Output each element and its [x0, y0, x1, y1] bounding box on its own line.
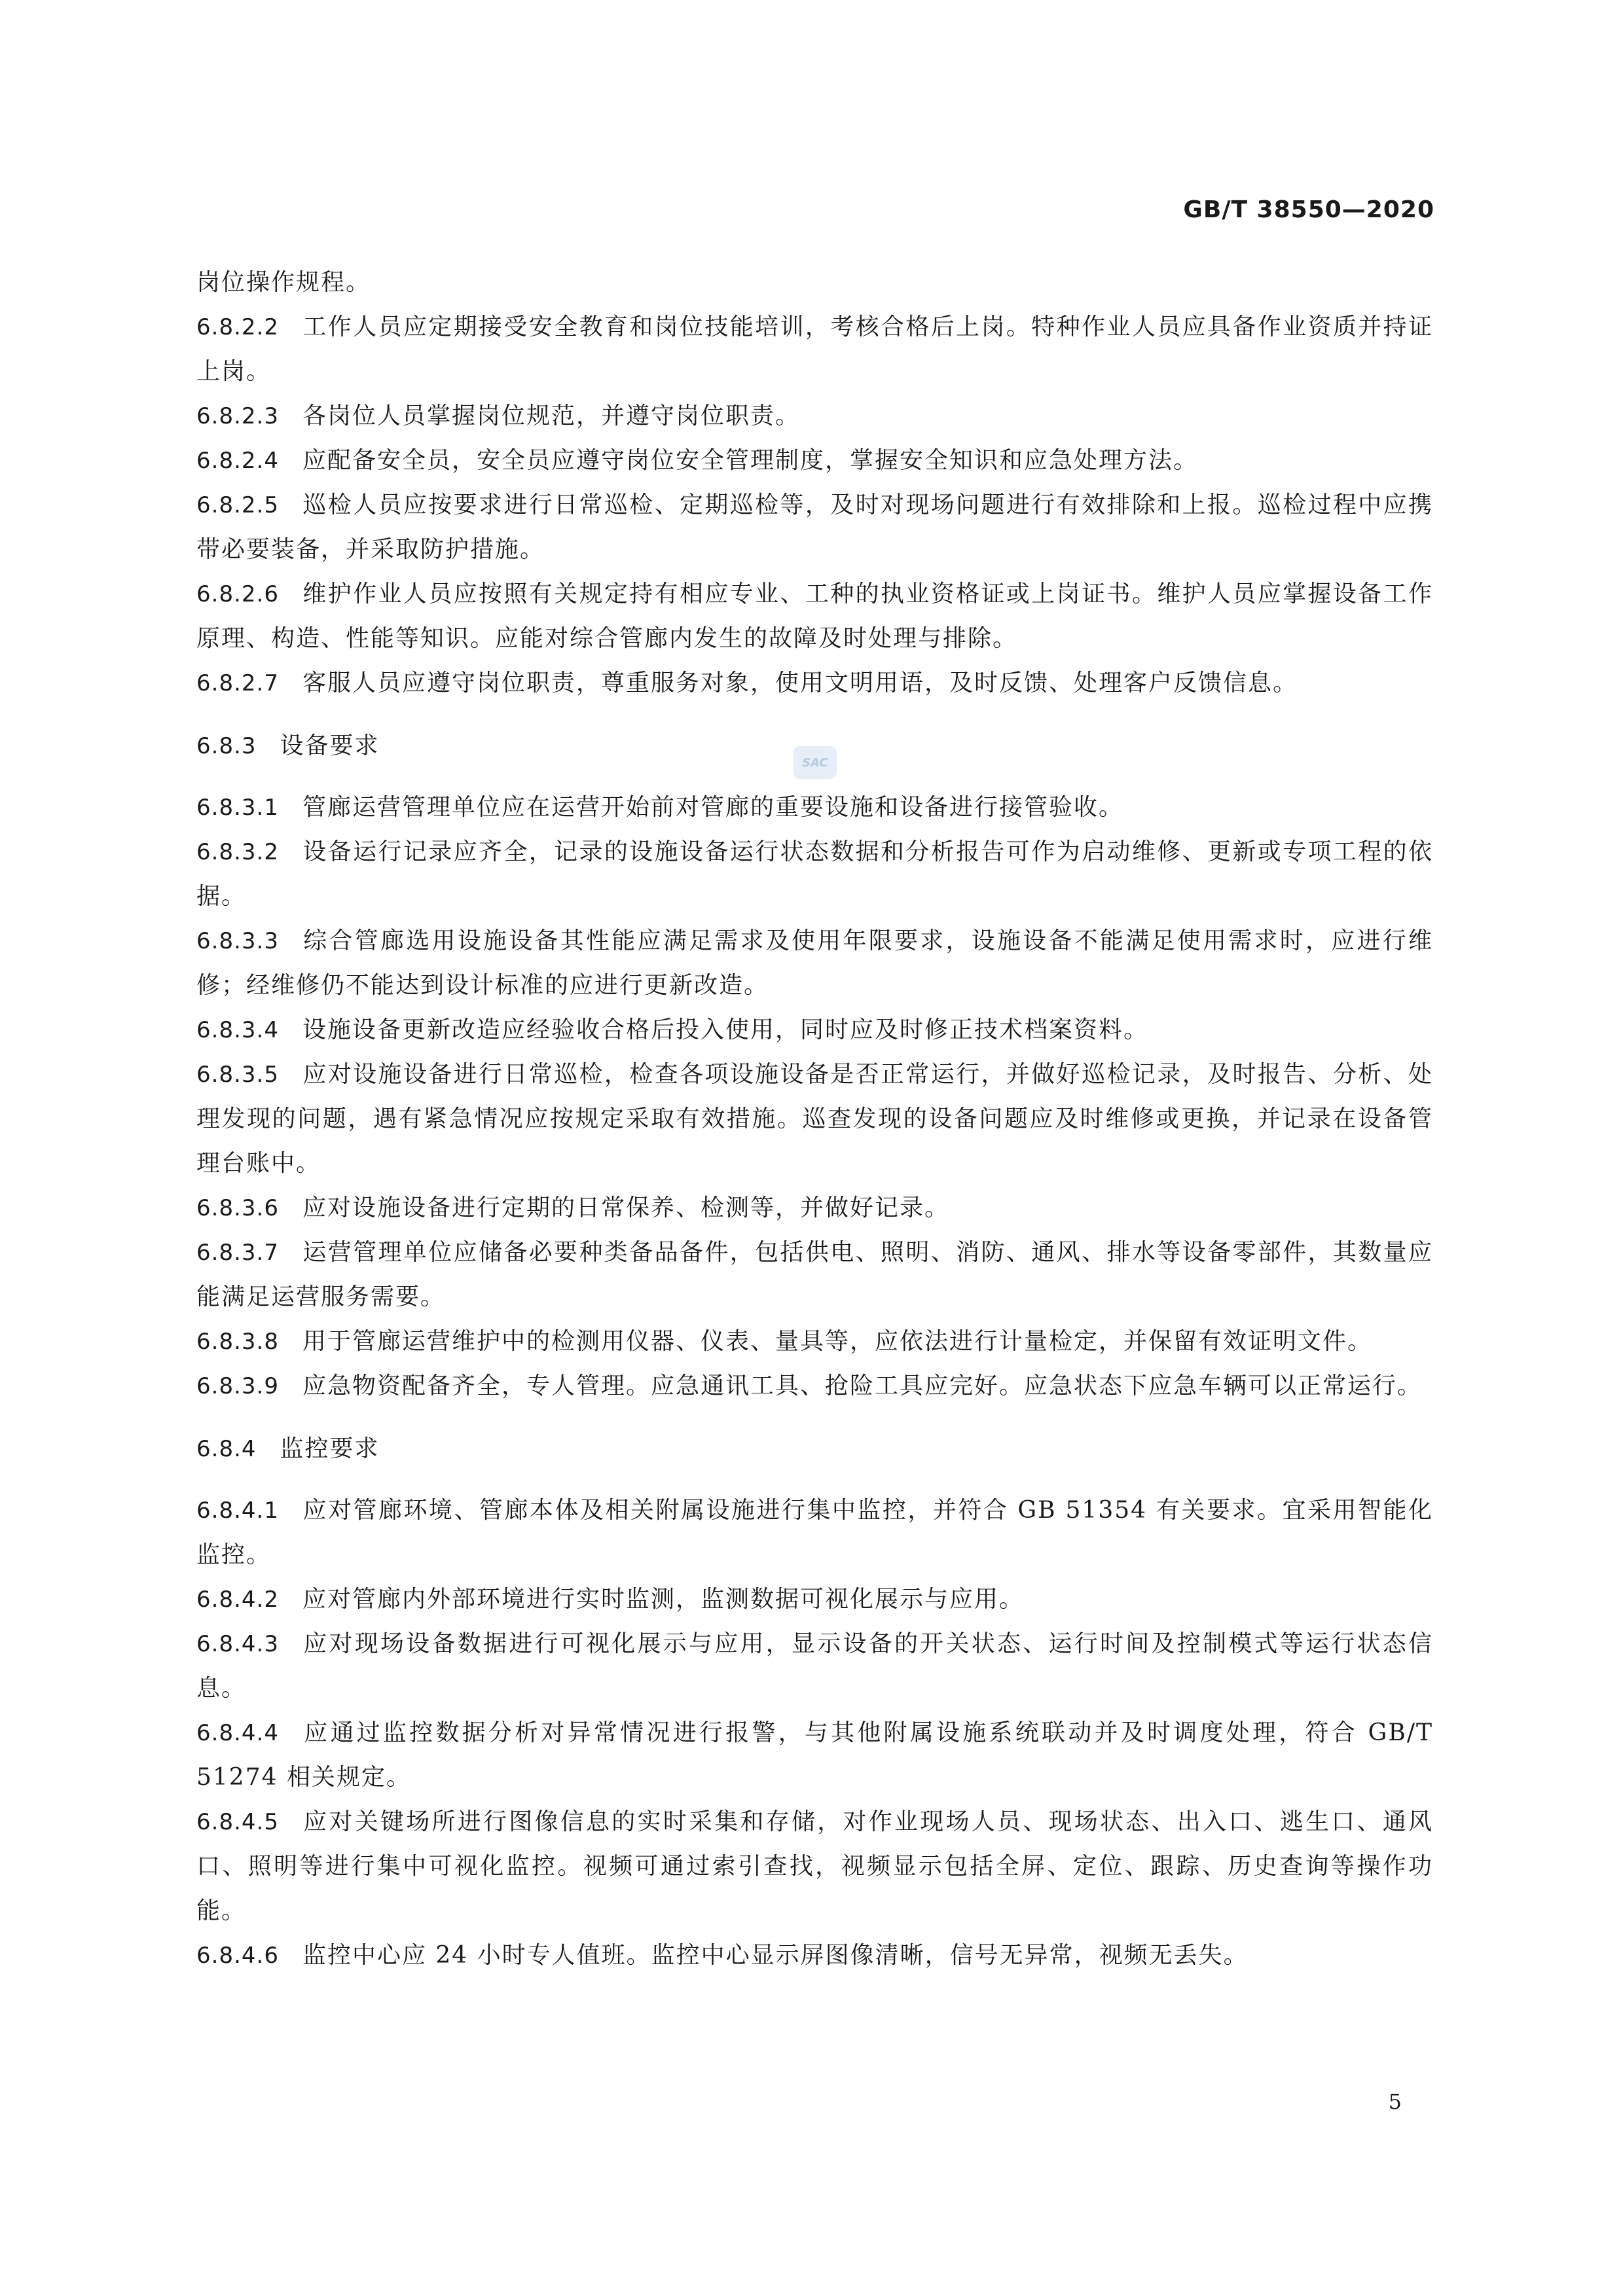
- clause-text: 运营管理单位应储备必要种类备品备件，包括供电、照明、消防、通风、排水等设备零部件，其数量应能满足运营服务需要。: [196, 1239, 1433, 1310]
- clause-text: 维护作业人员应按照有关规定持有相应专业、工种的执业资格证或上岗证书。维护人员应掌握设备工作原理、构造、性能等知识。应能对综合管廊内发生的故障及时处理与排除。: [196, 581, 1433, 652]
- clause-paragraph: [196, 1800, 1433, 1933]
- clause-paragraph: [196, 1186, 1433, 1230]
- clause-number: 6.8.3.4: [196, 1017, 279, 1043]
- clause-text: 各岗位人员掌握岗位规范，并遵守岗位职责。: [302, 403, 800, 429]
- clause-paragraph: [196, 1008, 1433, 1052]
- clause-text: 应急物资配备齐全，专人管理。应急通讯工具、抢险工具应完好。应急状态下应急车辆可以正常运行。: [302, 1372, 1422, 1399]
- clause-text: 工作人员应定期接受安全教育和岗位技能培训，考核合格后上岗。特种作业人员应具备作业资质并持证上岗。: [196, 314, 1433, 385]
- clause-text: 设施设备更新改造应经验收合格后投入使用，同时应及时修正技术档案资料。: [302, 1016, 1148, 1043]
- clause-text: 巡检人员应按要求进行日常巡检、定期巡检等，及时对现场问题进行有效排除和上报。巡检过程中应携带必要装备，并采取防护措施。: [196, 492, 1433, 563]
- clause-number: 6.8.3.3: [196, 928, 279, 954]
- clause-paragraph: [196, 572, 1433, 661]
- section-heading: [196, 1427, 1433, 1471]
- clause-text: 监控中心应 24 小时专人值班。监控中心显示屏图像清晰，信号无异常，视频无丢失。: [302, 1942, 1249, 1969]
- clause-number: 6.8.4.1: [196, 1498, 279, 1524]
- clause-paragraph: [196, 785, 1433, 830]
- sac-watermark: SAC: [793, 746, 837, 779]
- document-code: GB/T 38550—2020: [1183, 196, 1434, 223]
- clause-number: 6.8.3.8: [196, 1329, 279, 1355]
- clause-paragraph: [196, 305, 1433, 394]
- clause-number: 6.8.2.3: [196, 403, 279, 429]
- clause-number: 6.8.3.2: [196, 839, 279, 865]
- document-body: [196, 260, 1433, 1978]
- clause-number: 6.8.3.7: [196, 1240, 279, 1266]
- clause-paragraph: [196, 1577, 1433, 1622]
- section-heading-text: 监控要求: [280, 1435, 380, 1462]
- section-heading-text: 设备要求: [280, 732, 380, 759]
- clause-paragraph: [196, 1230, 1433, 1319]
- clause-paragraph: [196, 439, 1433, 483]
- clause-number: 6.8.4.4: [196, 1720, 279, 1746]
- clause-paragraph: [196, 1488, 1433, 1577]
- clause-text: 应对设施设备进行定期的日常保养、检测等，并做好记录。: [302, 1194, 949, 1221]
- clause-text: 用于管廊运营维护中的检测用仪器、仪表、量具等，应依法进行计量检定，并保留有效证明文件。: [302, 1328, 1372, 1355]
- clause-number: 6.8.3.5: [196, 1062, 279, 1088]
- clause-number: 6.8.3: [196, 733, 257, 759]
- clause-number: 6.8.4.5: [196, 1809, 279, 1835]
- clause-number: 6.8.4.3: [196, 1631, 279, 1657]
- clause-number: 6.8.2.7: [196, 670, 279, 696]
- clause-text: 综合管廊选用设施设备其性能应满足需求及使用年限要求，设施设备不能满足使用需求时，应进行维修；经维修仍不能达到设计标准的应进行更新改造。: [196, 927, 1433, 999]
- clause-text: 客服人员应遵守岗位职责，尊重服务对象，使用文明用语，及时反馈、处理客户反馈信息。: [302, 670, 1298, 696]
- clause-paragraph: [196, 1933, 1433, 1978]
- clause-text: 应对管廊环境、管廊本体及相关附属设施进行集中监控，并符合 GB 51354 有关要求。宜采用智能化监控。: [196, 1497, 1433, 1568]
- clause-number: 6.8.4.6: [196, 1943, 279, 1969]
- clause-text: 应对设施设备进行日常巡检，检查各项设施设备是否正常运行，并做好巡检记录，及时报告、分析、处理发现的问题，遇有紧急情况应按规定采取有效措施。巡查发现的设备问题应及时维修或更换，并记录在设备管理台账中。: [196, 1061, 1433, 1177]
- clause-paragraph: [196, 260, 1433, 305]
- clause-text: 设备运行记录应齐全，记录的设施设备运行状态数据和分析报告可作为启动维修、更新或专项工程的依据。: [196, 838, 1433, 910]
- clause-number: 6.8.4.2: [196, 1587, 279, 1613]
- clause-text: 应对现场设备数据进行可视化展示与应用，显示设备的开关状态、运行时间及控制模式等运行状态信息。: [196, 1630, 1433, 1702]
- clause-number: 6.8.4: [196, 1436, 257, 1462]
- clause-paragraph: [196, 830, 1433, 919]
- clause-number: 6.8.3.6: [196, 1195, 279, 1221]
- clause-paragraph: [196, 483, 1433, 572]
- clause-text: 岗位操作规程。: [196, 269, 371, 296]
- section-heading: [196, 724, 1433, 768]
- clause-paragraph: [196, 394, 1433, 439]
- clause-number: 6.8.2.6: [196, 581, 279, 607]
- clause-text: 应对关键场所进行图像信息的实时采集和存储，对作业现场人员、现场状态、出入口、逃生口、通风口、照明等进行集中可视化监控。视频可通过索引查找，视频显示包括全屏、定位、跟踪、历史查询等操作功能。: [196, 1808, 1433, 1924]
- clause-paragraph: [196, 661, 1433, 706]
- clause-paragraph: [196, 1711, 1433, 1800]
- clause-text: 应对管廊内外部环境进行实时监测，监测数据可视化展示与应用。: [302, 1586, 1024, 1613]
- clause-text: 应配备安全员，安全员应遵守岗位安全管理制度，掌握安全知识和应急处理方法。: [302, 447, 1198, 474]
- clause-text: 管廊运营管理单位应在运营开始前对管廊的重要设施和设备进行接管验收。: [302, 794, 1123, 821]
- clause-number: 6.8.2.4: [196, 448, 279, 474]
- clause-number: 6.8.3.9: [196, 1373, 279, 1399]
- clause-paragraph: [196, 1319, 1433, 1364]
- clause-paragraph: [196, 1364, 1433, 1408]
- clause-paragraph: [196, 1622, 1433, 1711]
- clause-number: 6.8.3.1: [196, 795, 279, 821]
- clause-number: 6.8.2.2: [196, 314, 279, 340]
- clause-paragraph: [196, 919, 1433, 1008]
- clause-paragraph: [196, 1052, 1433, 1186]
- page-number: 5: [1388, 2089, 1402, 2114]
- clause-number: 6.8.2.5: [196, 492, 279, 518]
- clause-text: 应通过监控数据分析对异常情况进行报警，与其他附属设施系统联动并及时调度处理，符合 GB/T 51274 相关规定。: [196, 1719, 1433, 1791]
